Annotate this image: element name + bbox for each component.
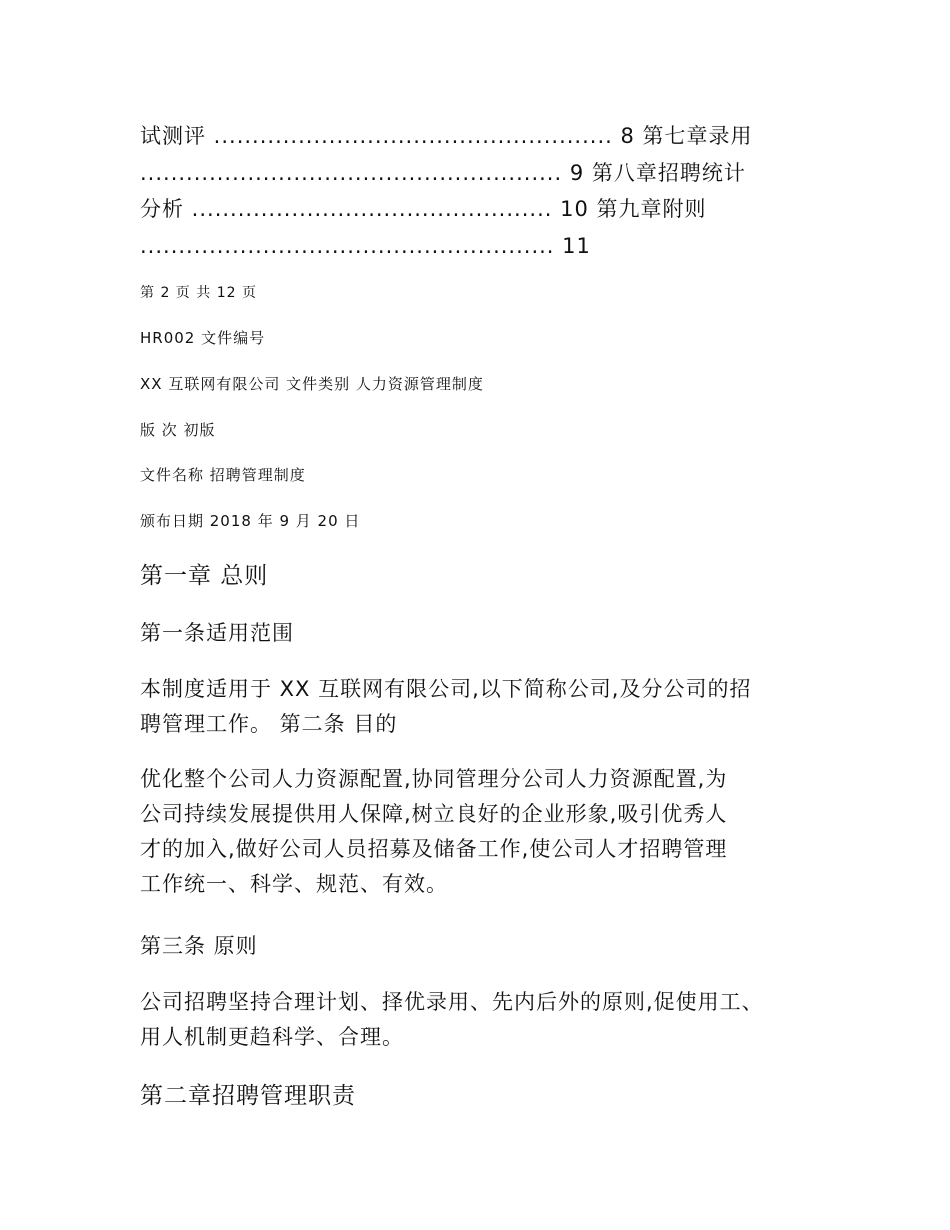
article1-title: 第一条适用范围 [140, 621, 294, 645]
paragraph-line: 用人机制更趋科学、合理。 [140, 1025, 404, 1049]
toc-line: 试测评 .................................................... 8 第七章录用 [140, 124, 753, 148]
version: 版 次 初版 [140, 421, 216, 439]
doc-name: 文件名称 招聘管理制度 [140, 466, 306, 484]
paragraph-line: 工作统一、科学、规范、有效。 [140, 872, 448, 896]
paragraph-line: 优化整个公司人力资源配置,协同管理分公司人力资源配置,为 [140, 767, 728, 791]
paragraph-line: 聘管理工作。 第二条 目的 [140, 712, 398, 736]
company-category: XX 互联网有限公司 文件类别 人力资源管理制度 [140, 375, 484, 393]
chapter1-title: 第一章 总则 [140, 563, 269, 589]
article3-text [140, 985, 830, 1055]
article3-title: 第三条 原则 [140, 934, 258, 958]
doc-code: HR002 文件编号 [140, 329, 266, 347]
release-date: 颁布日期 2018 年 9 月 20 日 [140, 512, 361, 530]
paragraph-line: 本制度适用于 XX 互联网有限公司,以下简称公司,及分公司的招 [140, 677, 752, 701]
page-number: 第 2 页 共 12 页 [140, 285, 257, 301]
paragraph-line: 公司持续发展提供用人保障,树立良好的企业形象,吸引优秀人 [140, 802, 728, 826]
article1-text [140, 672, 830, 742]
toc-line: ...................................................... 11 [140, 234, 591, 258]
chapter2-title: 第二章招聘管理职责 [140, 1083, 356, 1109]
toc-line: 分析 ............................................... 10 第九章附则 [140, 197, 707, 221]
toc-line: ....................................................... 9 第八章招聘统计 [140, 161, 746, 185]
article2-text [140, 762, 830, 902]
paragraph-line: 才的加入,做好公司人员招募及储备工作,使公司人才招聘管理 [140, 837, 728, 861]
paragraph-line: 公司招聘坚持合理计划、择优录用、先内后外的原则,促使用工、 [140, 990, 764, 1014]
